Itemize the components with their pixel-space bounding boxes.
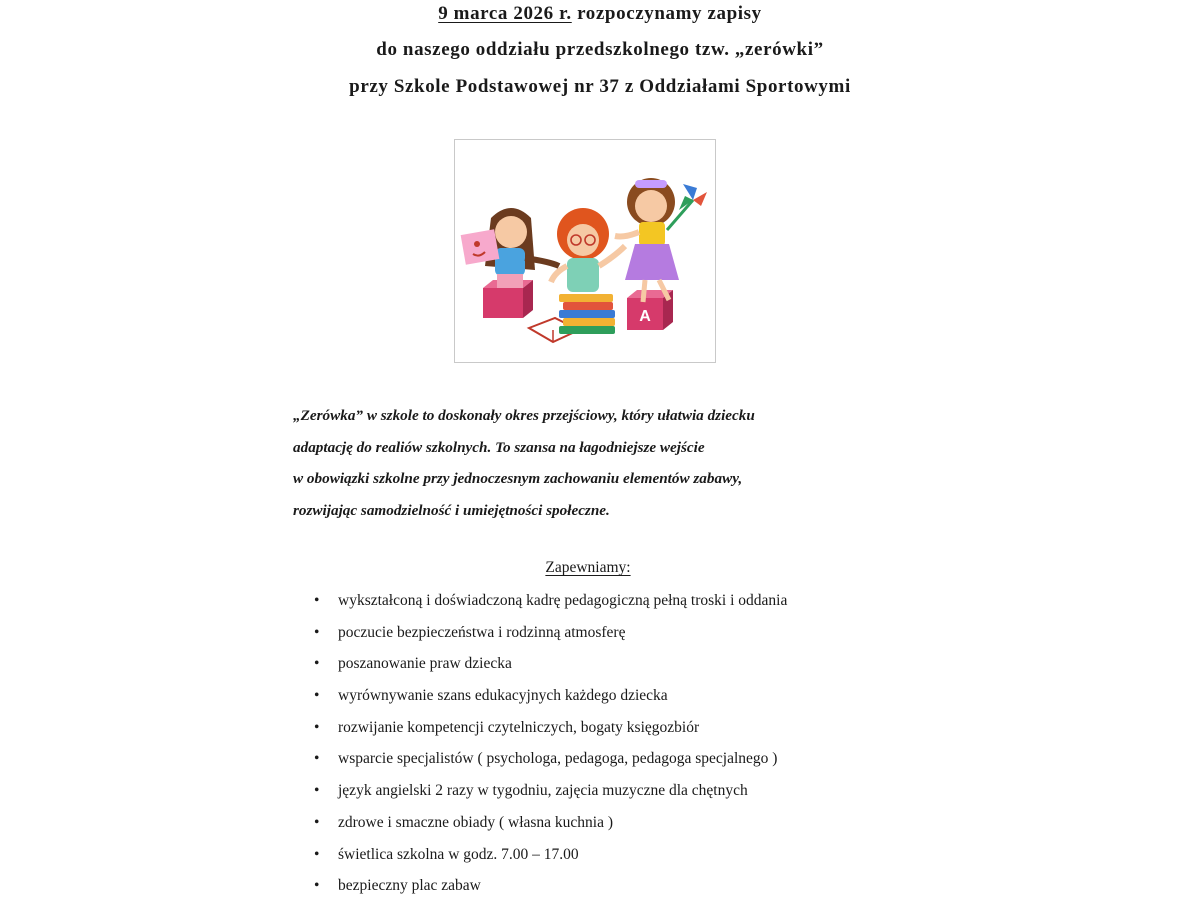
list-item: [314, 652, 787, 684]
intro-line: adaptację do realiów szkolnych. To szansa na łagodniejsze wejście: [293, 438, 705, 456]
list-item: [314, 716, 787, 748]
boy-with-glasses-icon: [551, 208, 625, 292]
list-item: [314, 621, 787, 653]
bullet-icon: •: [314, 592, 320, 609]
enrollment-date: 9 marca 2026 r.: [438, 3, 572, 24]
heading-line-3: przy Szkole Podstawowej nr 37 z Oddziałami Sportowymi: [349, 76, 851, 97]
list-item-text: zdrowe i smaczne obiady ( własna kuchnia ): [338, 813, 614, 831]
bullet-icon: •: [314, 813, 320, 831]
list-item: [314, 779, 787, 811]
list-item-text: poczucie bezpieczeństwa i rodzinną atmosferę: [338, 623, 626, 641]
list-item-text: wykształconą i doświadczoną kadrę pedagogiczną pełną troski i oddania: [338, 592, 788, 609]
intro-paragraph: [293, 400, 913, 526]
bullet-icon: •: [314, 655, 320, 673]
block-letter: A: [639, 308, 651, 325]
bullet-icon: •: [314, 750, 320, 768]
list-item-text: wyrównywanie szans edukacyjnych każdego dziecka: [338, 687, 668, 705]
list-item: [314, 874, 787, 906]
list-item: [314, 843, 787, 875]
bullet-icon: •: [314, 687, 320, 705]
girl-with-drawing-icon: [461, 208, 559, 288]
list-item: [314, 747, 787, 779]
list-item: [314, 589, 787, 621]
list-item-text: świetlica szkolna w godz. 7.00 – 17.00: [338, 845, 579, 863]
girl-with-pinwheel-icon: [615, 178, 707, 302]
heading-line-1-rest: rozpoczynamy zapisy: [571, 3, 762, 24]
intro-line: „Zerówka” w szkole to doskonały okres przejściowy, który ułatwia dziecku: [293, 407, 755, 424]
list-item-text: wsparcie specjalistów ( psychologa, pedagoga, pedagoga specjalnego ): [338, 750, 778, 768]
intro-line: rozwijając samodzielność i umiejętności społeczne.: [293, 501, 610, 519]
list-item-text: poszanowanie praw dziecka: [338, 655, 512, 673]
bullet-icon: •: [314, 782, 320, 800]
list-item: [314, 811, 787, 843]
bullet-icon: •: [314, 718, 320, 736]
children-illustration: [454, 139, 716, 363]
bullet-icon: •: [314, 877, 320, 895]
heading-line-2: do naszego oddziału przedszkolnego tzw. „zerówki”: [376, 39, 824, 60]
children-playing-illustration-icon: [455, 140, 715, 362]
offer-list: [314, 589, 787, 906]
list-item-text: bezpieczny plac zabaw: [338, 877, 481, 895]
bullet-icon: •: [314, 845, 320, 863]
bullet-icon: •: [314, 623, 320, 641]
book-stack-icon: [559, 294, 615, 334]
intro-line: w obowiązki szkolne przy jednoczesnym zachowaniu elementów zabawy,: [293, 470, 743, 487]
list-item-text: rozwijanie kompetencji czytelniczych, bogaty księgozbiór: [338, 718, 700, 736]
heading-line-1: [0, 3, 1200, 25]
list-item-text: język angielski 2 razy w tygodniu, zajęcia muzyczne dla chętnych: [338, 782, 748, 800]
list-item: [314, 684, 787, 716]
offer-title: Zapewniamy:: [545, 559, 631, 576]
